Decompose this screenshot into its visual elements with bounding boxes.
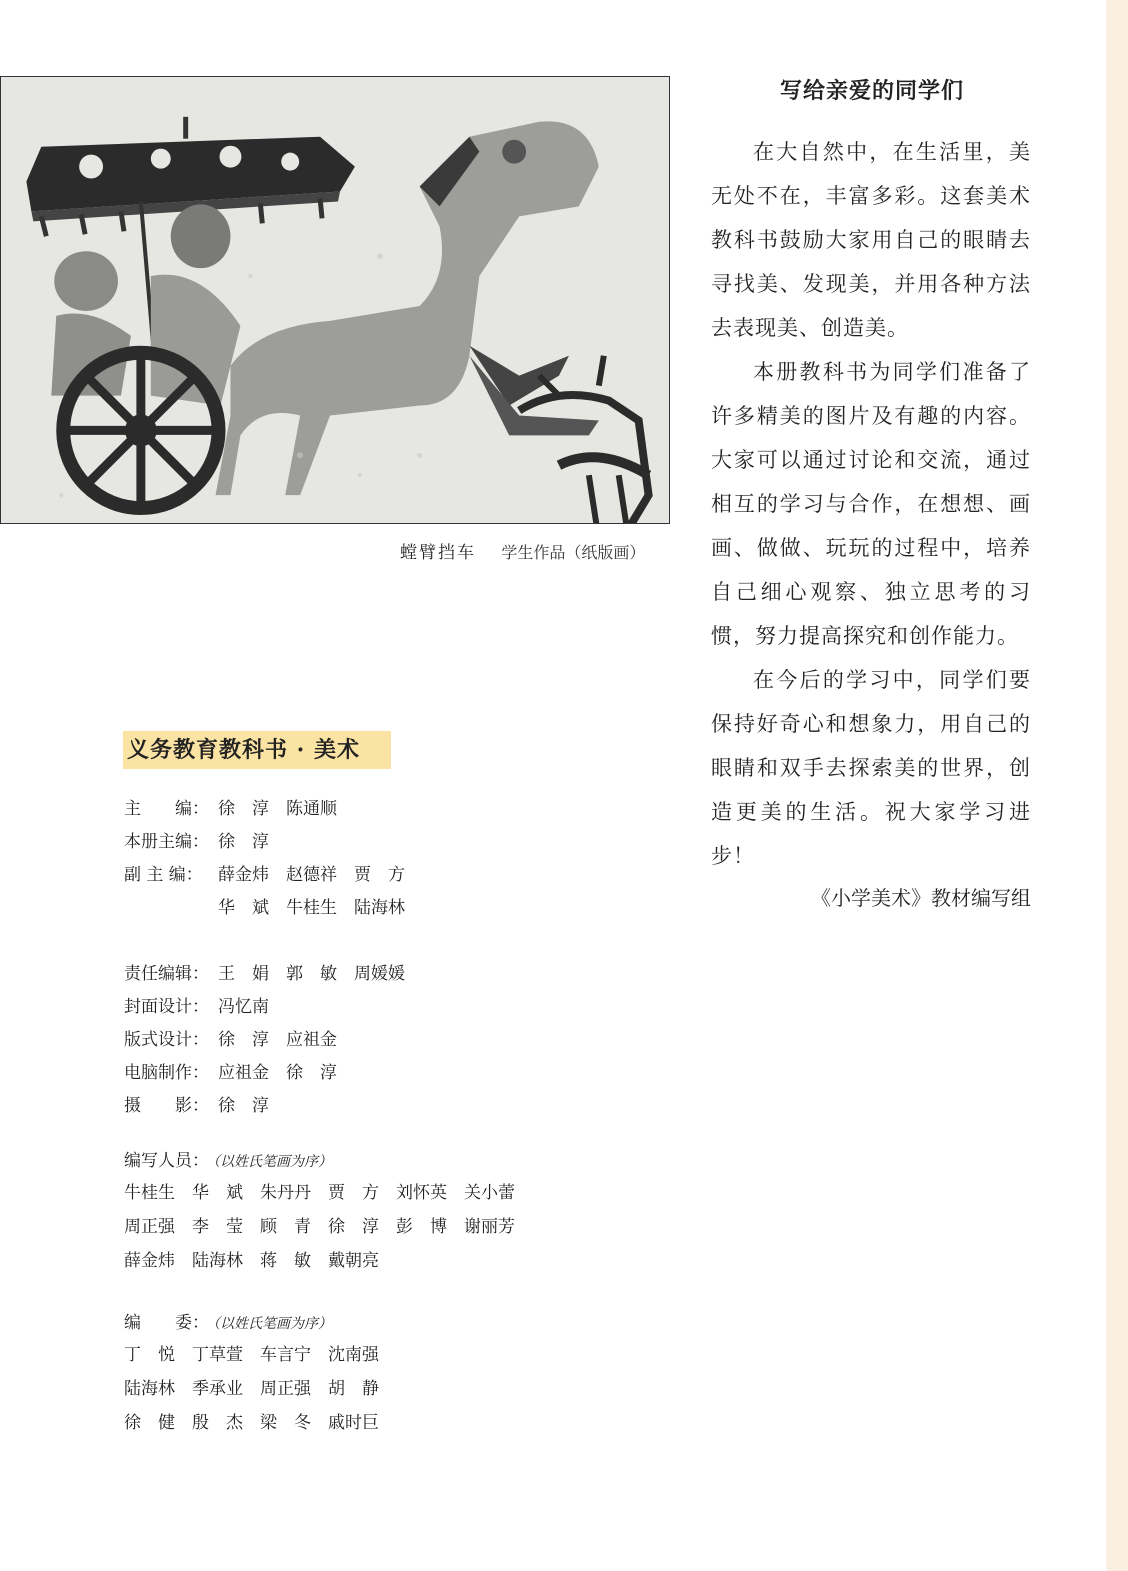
credit-row [124,961,624,994]
credit-value: 华 斌 牛桂生 陆海林 [218,898,405,918]
committee-line: 丁 悦 丁草萱 车言宁 沈南强 [124,1345,379,1365]
letter-paragraph: 在今后的学习中，同学们要保持好奇心和想象力，用自己的眼睛和双手去探索美的世界，创造更美的生活。祝大家学习进步！ [711,668,1031,868]
credit-value: 徐 淳 应祖金 [218,1030,337,1050]
credit-label: 主 编： [124,799,209,819]
credit-label: 电脑制作： [124,1063,209,1083]
credit-row [124,796,624,829]
writers-line: 牛桂生 华 斌 朱丹丹 贾 方 刘怀英 关小蕾 [124,1183,515,1203]
committee-order-note: （以姓氏笔画为序） [213,1316,332,1332]
letter-signature: 《小学美术》教材编写组 [811,886,1031,910]
credit-value: 冯忆南 [218,997,269,1017]
artwork-caption [400,538,675,563]
writers-line: 薛金炜 陆海林 蒋 敏 戴朝亮 [124,1251,379,1271]
credit-value: 徐 淳 陈通顺 [218,799,337,819]
credit-label [124,928,218,961]
committee-label: 编 委： [124,1313,209,1333]
credit-value: 薛金炜 赵德祥 贾 方 [218,865,405,885]
writers-order-note: （以姓氏笔画为序） [213,1154,332,1170]
credit-row-spacer [124,928,624,961]
letter-paragraph: 本册教科书为同学们准备了许多精美的图片及有趣的内容。大家可以通过讨论和交流，通过相互的学习与合作，在想想、画画、做做、玩玩的过程中，培养自己细心观察、独立思考的习惯，努力提高探究和创作能力。 [711,360,1031,648]
credit-label: 本册主编： [124,832,209,852]
chariot-horse-print-illustration [1,77,669,523]
credit-label [124,895,218,928]
committee-line: 徐 健 殷 杰 梁 冬 戚时巨 [124,1413,379,1433]
credits-list [124,796,624,1126]
credit-row [124,1027,624,1060]
credit-label: 版式设计： [124,1030,209,1050]
credit-label: 责任编辑： [124,964,209,984]
writers-section [124,1148,624,1282]
artwork-caption-title: 螳臂挡车 [400,543,476,563]
committee-line: 陆海林 季承业 周正强 胡 静 [124,1379,379,1399]
writers-label: 编写人员： [124,1151,209,1171]
credit-row [124,994,624,1027]
committee-section [124,1310,624,1444]
credit-row [124,862,624,895]
credit-label: 摄 影： [124,1096,209,1116]
letter-body [711,130,1031,878]
book-title: 义务教育教科书 · 美术 [123,731,391,769]
credit-row [124,1060,624,1093]
committee-heading [124,1310,624,1342]
letter-paragraph: 在大自然中，在生活里，美无处不在，丰富多彩。这套美术教科书鼓励大家用自己的眼睛去寻找美、发现美，并用各种方法去表现美、创造美。 [711,140,1031,340]
writers-line: 周正强 李 莹 顾 青 徐 淳 彭 博 谢丽芳 [124,1217,515,1237]
credit-value: 王 娟 郭 敏 周媛媛 [218,964,405,984]
writers-heading [124,1148,624,1180]
credit-value: 应祖金 徐 淳 [218,1063,337,1083]
credit-value: 徐 淳 [218,1096,269,1116]
credit-row [124,895,624,928]
credit-value: 徐 淳 [218,832,269,852]
artwork-print-image [0,76,670,524]
credit-label: 封面设计： [124,997,209,1017]
credit-label: 副 主 编： [124,865,203,885]
letter-title: 写给亲爱的同学们 [779,79,964,104]
credit-row [124,829,624,862]
page-edge-strip [1106,0,1128,1571]
credit-row [124,1093,624,1126]
artwork-caption-note: 学生作品（纸版画） [501,543,646,562]
